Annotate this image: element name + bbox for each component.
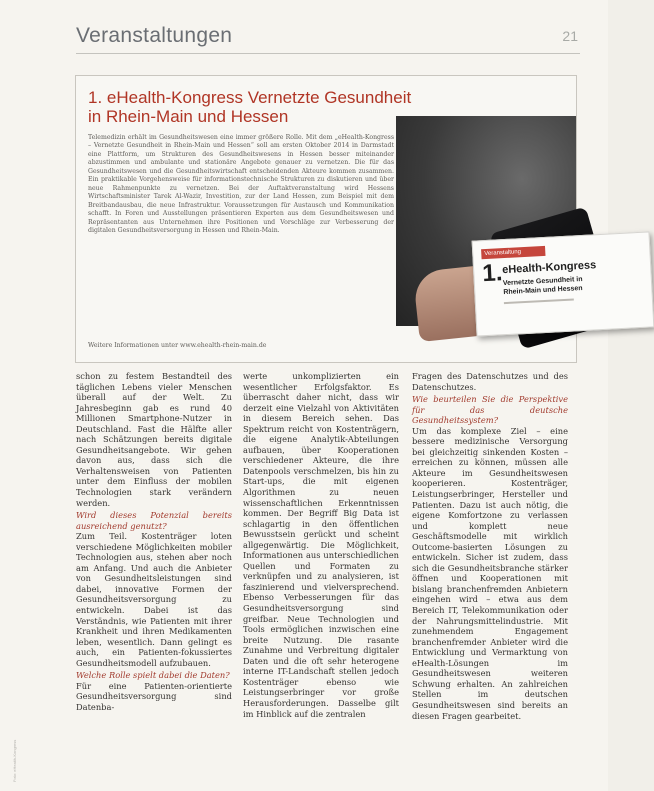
- event-photo: [396, 116, 597, 326]
- card-number: 1.: [481, 259, 504, 288]
- card-line-3: Rhein-Main und Hessen: [503, 284, 583, 297]
- event-card: [472, 231, 654, 336]
- card-line-1: eHealth-Kongress: [501, 259, 597, 277]
- answer-3: Um das komplexe Ziel – eine bessere medizinische Versorgung bei gleichzeitig sinkenden Kosten – erreichen zu können, müssen alle Akteure im Gesundheitswesen kooperieren. Kostenträger, Leistungserbringer, Hersteller und Patienten. Dazu ist auch nötig, die eigene Komfortzone zu verlassen und komplett neue Geschäftsmodelle mit wirklich Outcome-basierten Lösungen zu entwickeln. Sicher ist zudem, dass sich die Gesundheitsbranche stärker öffnen und Kooperationen mit bislang branchenfremden Anbietern eingehen wird – etwa aus dem Bereich IT, Telekommunikation oder der Nahrungsmittelindustrie. Mit zunehmendem Engagement branchenfremder Anbieter wird die Entwicklung und Vermarktung von eHealth-Lösungen im Gesundheitswesen weiteren Schwung erhalten. An zahlreichen Stellen im deutschen Gesundheitswesen sind bereits an diesen Fragen gearbeitet.: [412, 425, 568, 721]
- column-2-paragraph: werte unkomplizierten ein wesentlicher Erfolgsfaktor. Es überrascht daher nicht, dass wir derzeit eine Vielzahl von Aktivitäten in diesem Bereich sehen. Das Spektrum reicht von Kostenträgern, die eigene Analytik-Abteilungen aufbauen, über Kooperationen verschiedener Akteure, die ihre Datenpools verschmelzen, bis hin zu Start-ups, die mit eigenen Algorithmen zu neuen wissenschaftlichen Erkenntnissen kommen. Der Begriff Big Data ist schlagartig in den öffentlichen Bewusstsein gerückt und scheint allgegenwärtig. Die Möglichkeit, Informationen aus unterschiedlichen Quellen und Formaten zu verknüpfen und zu analysieren, ist faszinierend und vielversprechend. Ebenso Verbesserungen für das Gesundheitsversorgung sind greifbar. Neue Technologien und Tools ermöglichen inzwischen eine breite Nutzung. Die rasante Zunahme und Verbreitung digitaler Daten und die oft sehr heterogene interne IT-Landschaft stellen jedoch Kostenträger ebenso wie Leistungserbringer vor große Herausforderungen. Dasselbe gilt im Hinblick auf die zentralen: [243, 371, 399, 719]
- card-line-2: Vernetzte Gesundheit in: [502, 275, 583, 288]
- card-badge: Veranstaltung: [481, 246, 545, 259]
- section-title: Veranstaltungen: [76, 24, 233, 47]
- question-2: Welche Rolle spielt dabei die Daten?: [76, 670, 230, 681]
- margin-credit: [12, 612, 20, 782]
- event-description: Telemedizin erhält im Gesundheitswesen eine immer größere Rolle. Mit dem „eHealth-Kongress – Vernetzte Gesundheit in Rhein-Main und Hessen“ soll am ersten Oktober 2014 in Darmstadt eine Plattform, um Strukturen des Gesundheitswesens in Hessen besser miteinander abzustimmen und ambulante und stationäre Angebote genauer zu vernetzen. Die für das Gesundheitswesen und die Gesundheitswirtschaft entscheidenden Akteure kommen zusammen. Ein praktikable Vorgehensweise für informationstechnische Strukturen zu diskutieren und über neue Rahmenpunkte zu vernetzen. Bei der Auftaktveranstaltung wird Hessens Wirtschaftsminister Tarek Al-Wazir, Investition, zur der Land Hessen, zum Beispiel mit dem Breitbandausbau, die neue Infrastruktur. Voraussetzungen für Austausch und Kommunikation schafft. In Foren und Ausstellungen präsentieren Experten aus dem Gesundheitswesen und Repräsentanten aus Unternehmen ihre Positionen und Vorschläge zur Verbesserung der digitalen Gesundheitsversorgung in Hessen und Rhein-Main.: [88, 134, 394, 234]
- question-1: Wird dieses Potenzial bereits ausreichend genutzt?: [76, 510, 232, 531]
- card-small-print: [504, 298, 574, 304]
- article-column-3: [412, 371, 568, 721]
- event-box: [75, 75, 597, 363]
- article-column-1: [76, 371, 232, 713]
- header-rule: [76, 53, 580, 54]
- page-number: 21: [562, 28, 578, 44]
- answer-1: Zum Teil. Kostenträger loten verschiedene Möglichkeiten mobiler Technologien aus, stehen aber noch am Anfang. Und auch die Anbieter von Gesundheitsleistungen sind dabei, innovative Formen der Gesundheitsversorgung zu entwickeln. Dabei ist das Verständnis, wie Patienten mit ihrer Krankheit und ihren Medikamenten leben, wesentlich. Dann gelingt es auch, ein Patienten-fokussiertes Gesundheitsmodell aufzubauen.: [76, 531, 232, 668]
- article-column-2: [243, 371, 399, 719]
- margin-credit-text: Foto: eHealth-Kongress: [12, 739, 17, 782]
- event-title: 1. eHealth-Kongress Vernetzte Gesundheit in Rhein-Main und Hessen: [88, 88, 412, 126]
- answer-2-start: Für eine Patienten-orientierte Gesundheitsversorgung sind Datenba-: [76, 680, 232, 712]
- question-3: Wie beurteilen Sie die Perspektive für das deutsche Gesundheitssystem?: [412, 394, 568, 426]
- event-info-link[interactable]: Weitere Informationen unter www.ehealth-rhein-main.de: [88, 342, 267, 349]
- column-3-paragraph: Fragen des Datenschutzes und des Datenschutzes.: [412, 371, 568, 392]
- column-1-paragraph: schon zu festem Bestandteil des täglichen Lebens vieler Menschen überall auf der Welt. Zu Jahresbeginn gab es rund 40 Millionen Smartphone-Nutzer in Deutschland. Fast die Hälfte aller nach Schätzungen bereits digitale Gesundheitsangebote. Wir gehen davon aus, dass sich die Verhaltensweisen von Patienten unter dem Einfluss der mobilen Technologien stark verändern werden.: [76, 371, 232, 508]
